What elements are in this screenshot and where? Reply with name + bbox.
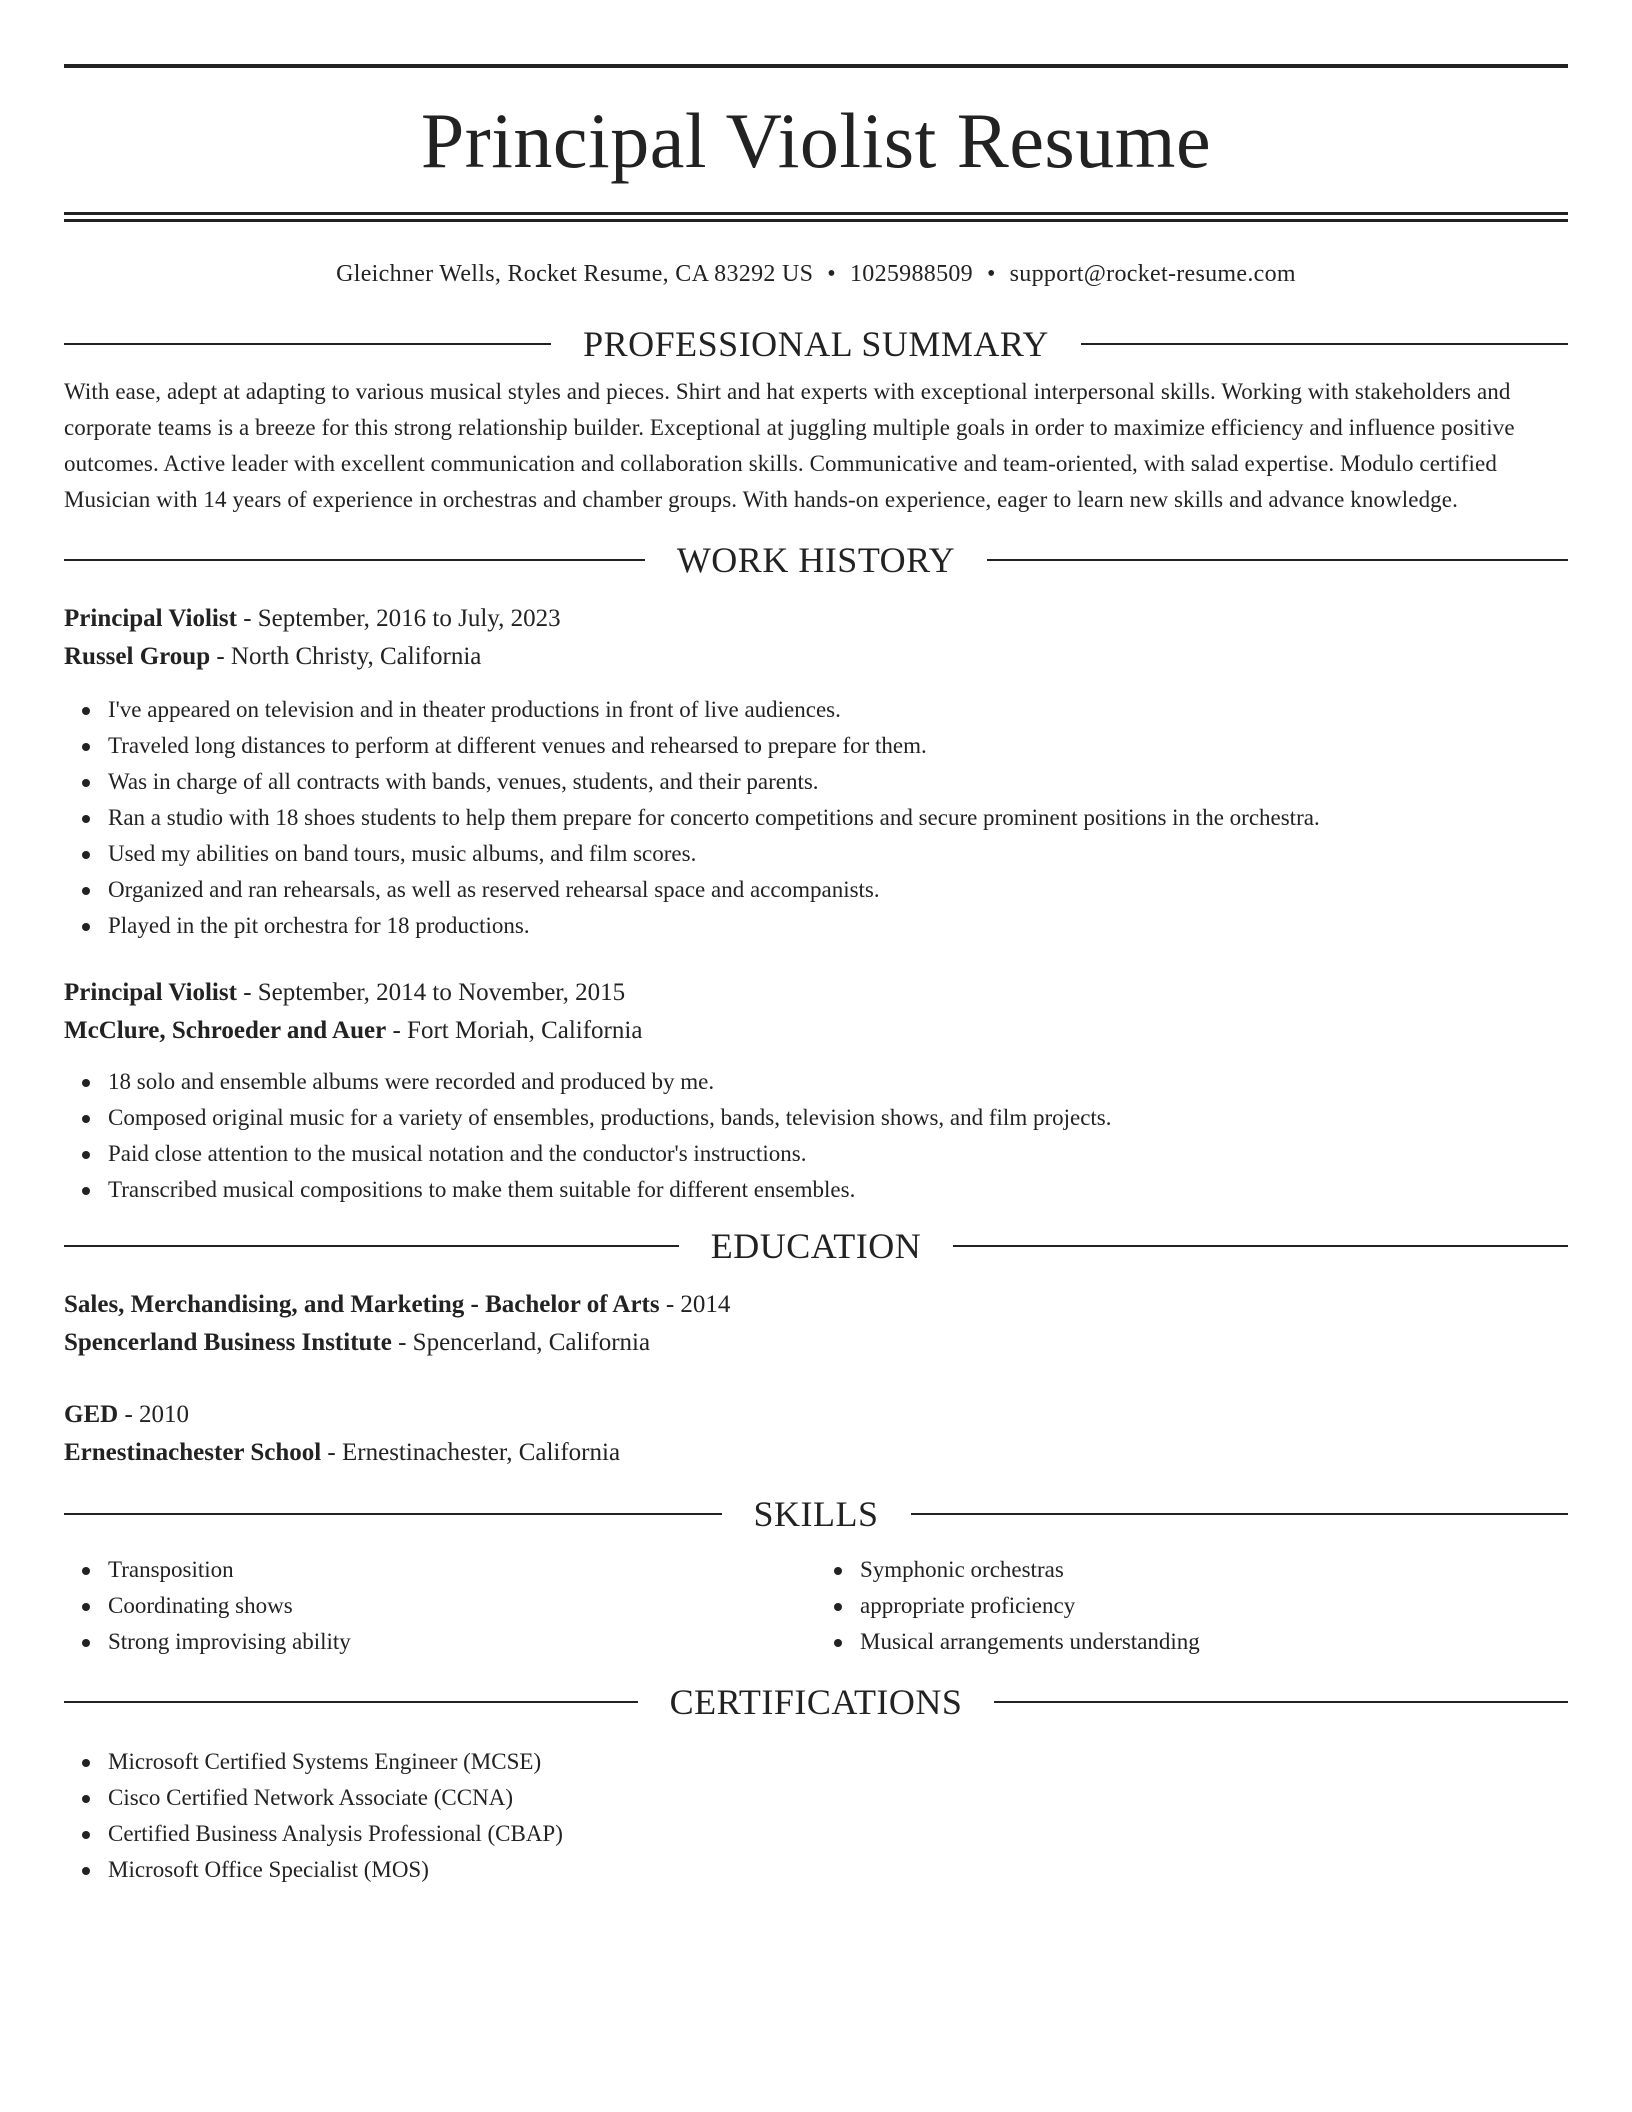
contact-phone: 1025988509 xyxy=(849,261,973,287)
heading-rule xyxy=(994,1701,1568,1703)
section-heading-education xyxy=(64,1226,1568,1266)
section-title: WORK HISTORY xyxy=(676,540,956,580)
list-item: Used my abilities on band tours, music albums, and film scores. xyxy=(80,836,1568,872)
school-location: - Spencerland, California xyxy=(391,1329,651,1356)
skill-item: Coordinating shows xyxy=(80,1588,816,1624)
job-dates: - September, 2016 to July, 2023 xyxy=(236,605,561,632)
job-bullets xyxy=(80,1064,1568,1208)
certification-item: Microsoft Certified Systems Engineer (MCSE) xyxy=(80,1744,1568,1780)
degree-line xyxy=(64,1396,1568,1434)
job-company: Russel Group xyxy=(64,643,211,670)
job-entry xyxy=(64,974,1568,1208)
heading-rule xyxy=(64,343,551,345)
certification-item: Certified Business Analysis Professional (CBAP) xyxy=(80,1816,1568,1852)
section-heading-summary xyxy=(64,324,1568,364)
top-rule xyxy=(64,64,1568,68)
degree-year: - 2014 xyxy=(659,1291,731,1318)
heading-rule xyxy=(987,559,1568,561)
contact-email: support@rocket-resume.com xyxy=(1009,261,1296,287)
title-double-rule xyxy=(64,212,1568,222)
section-title: CERTIFICATIONS xyxy=(669,1682,963,1722)
school-line xyxy=(64,1324,1568,1362)
skills-column-left xyxy=(80,1552,816,1660)
job-title-line xyxy=(64,974,1568,1012)
degree: GED xyxy=(64,1401,119,1428)
heading-rule xyxy=(911,1513,1569,1515)
list-item: Ran a studio with 18 shoes students to help them prepare for concerto competitions and secure prominent positions in the orchestra. xyxy=(80,800,1568,836)
certifications-list xyxy=(80,1744,1568,1888)
heading-rule xyxy=(64,1701,638,1703)
list-item: 18 solo and ensemble albums were recorded and produced by me. xyxy=(80,1064,1568,1100)
job-location: - North Christy, California xyxy=(210,643,482,670)
degree-year: - 2010 xyxy=(118,1401,190,1428)
list-item: Transcribed musical compositions to make them suitable for different ensembles. xyxy=(80,1172,1568,1208)
skill-item: appropriate proficiency xyxy=(832,1588,1568,1624)
skill-item: Musical arrangements understanding xyxy=(832,1624,1568,1660)
section-heading-skills xyxy=(64,1494,1568,1534)
contact-separator: • xyxy=(986,261,996,287)
degree-line xyxy=(64,1286,1568,1324)
degree: Sales, Merchandising, and Marketing - Bachelor of Arts xyxy=(64,1291,660,1318)
education-entry xyxy=(64,1396,1568,1472)
job-title: Principal Violist xyxy=(64,605,237,632)
certification-item: Microsoft Office Specialist (MOS) xyxy=(80,1852,1568,1888)
skill-item: Strong improvising ability xyxy=(80,1624,816,1660)
section-title: PROFESSIONAL SUMMARY xyxy=(583,324,1049,364)
job-company: McClure, Schroeder and Auer xyxy=(64,1017,387,1044)
job-company-line xyxy=(64,638,1568,676)
heading-rule xyxy=(1081,343,1568,345)
skill-item: Symphonic orchestras xyxy=(832,1552,1568,1588)
skills-column-right xyxy=(832,1552,1568,1660)
school: Spencerland Business Institute xyxy=(64,1329,392,1356)
certification-item: Cisco Certified Network Associate (CCNA) xyxy=(80,1780,1568,1816)
job-location: - Fort Moriah, California xyxy=(386,1017,643,1044)
job-dates: - September, 2014 to November, 2015 xyxy=(236,979,626,1006)
job-title-line xyxy=(64,600,1568,638)
section-heading-certifications xyxy=(64,1682,1568,1722)
list-item: Traveled long distances to perform at different venues and rehearsed to prepare for them. xyxy=(80,728,1568,764)
skills-grid xyxy=(64,1552,1568,1660)
list-item: Organized and ran rehearsals, as well as reserved rehearsal space and accompanists. xyxy=(80,872,1568,908)
heading-rule xyxy=(953,1245,1568,1247)
job-title: Principal Violist xyxy=(64,979,237,1006)
list-item: Paid close attention to the musical notation and the conductor's instructions. xyxy=(80,1136,1568,1172)
job-company-line xyxy=(64,1012,1568,1050)
heading-rule xyxy=(64,1245,679,1247)
heading-rule xyxy=(64,1513,722,1515)
job-entry xyxy=(64,600,1568,944)
contact-separator: • xyxy=(827,261,836,287)
school-line xyxy=(64,1434,1568,1472)
summary-text: With ease, adept at adapting to various musical styles and pieces. Shirt and hat experts with exceptional interpersonal skills. Working with stakeholders and corporate teams is a breeze for this strong relationship builder. Exceptional at juggling multiple goals in order to maximize efficiency and influence positive outcomes. Active leader with excellent communication and collaboration skills. Communicative and team-oriented, with salad expertise. Modulo certified Musician with 14 years of experience in orchestras and chamber groups. With hands-on experience, eager to learn new skills and advance knowledge. xyxy=(64,379,1515,512)
section-heading-work-history xyxy=(64,540,1568,580)
section-title: SKILLS xyxy=(753,1494,879,1534)
list-item: Played in the pit orchestra for 18 productions. xyxy=(80,908,1568,944)
school-location: - Ernestinachester, California xyxy=(321,1439,621,1466)
contact-line xyxy=(64,260,1568,288)
heading-rule xyxy=(64,559,645,561)
skill-item: Transposition xyxy=(80,1552,816,1588)
list-item: I've appeared on television and in theater productions in front of live audiences. xyxy=(80,692,1568,728)
list-item: Composed original music for a variety of ensembles, productions, bands, television shows, and film projects. xyxy=(80,1100,1568,1136)
resume-title: Principal Violist Resume xyxy=(420,97,1212,184)
list-item: Was in charge of all contracts with bands, venues, students, and their parents. xyxy=(80,764,1568,800)
school: Ernestinachester School xyxy=(64,1439,322,1466)
job-bullets xyxy=(80,692,1568,944)
education-entry xyxy=(64,1286,1568,1362)
contact-address: Gleichner Wells, Rocket Resume, CA 83292 US xyxy=(336,261,814,287)
section-title: EDUCATION xyxy=(710,1226,922,1266)
